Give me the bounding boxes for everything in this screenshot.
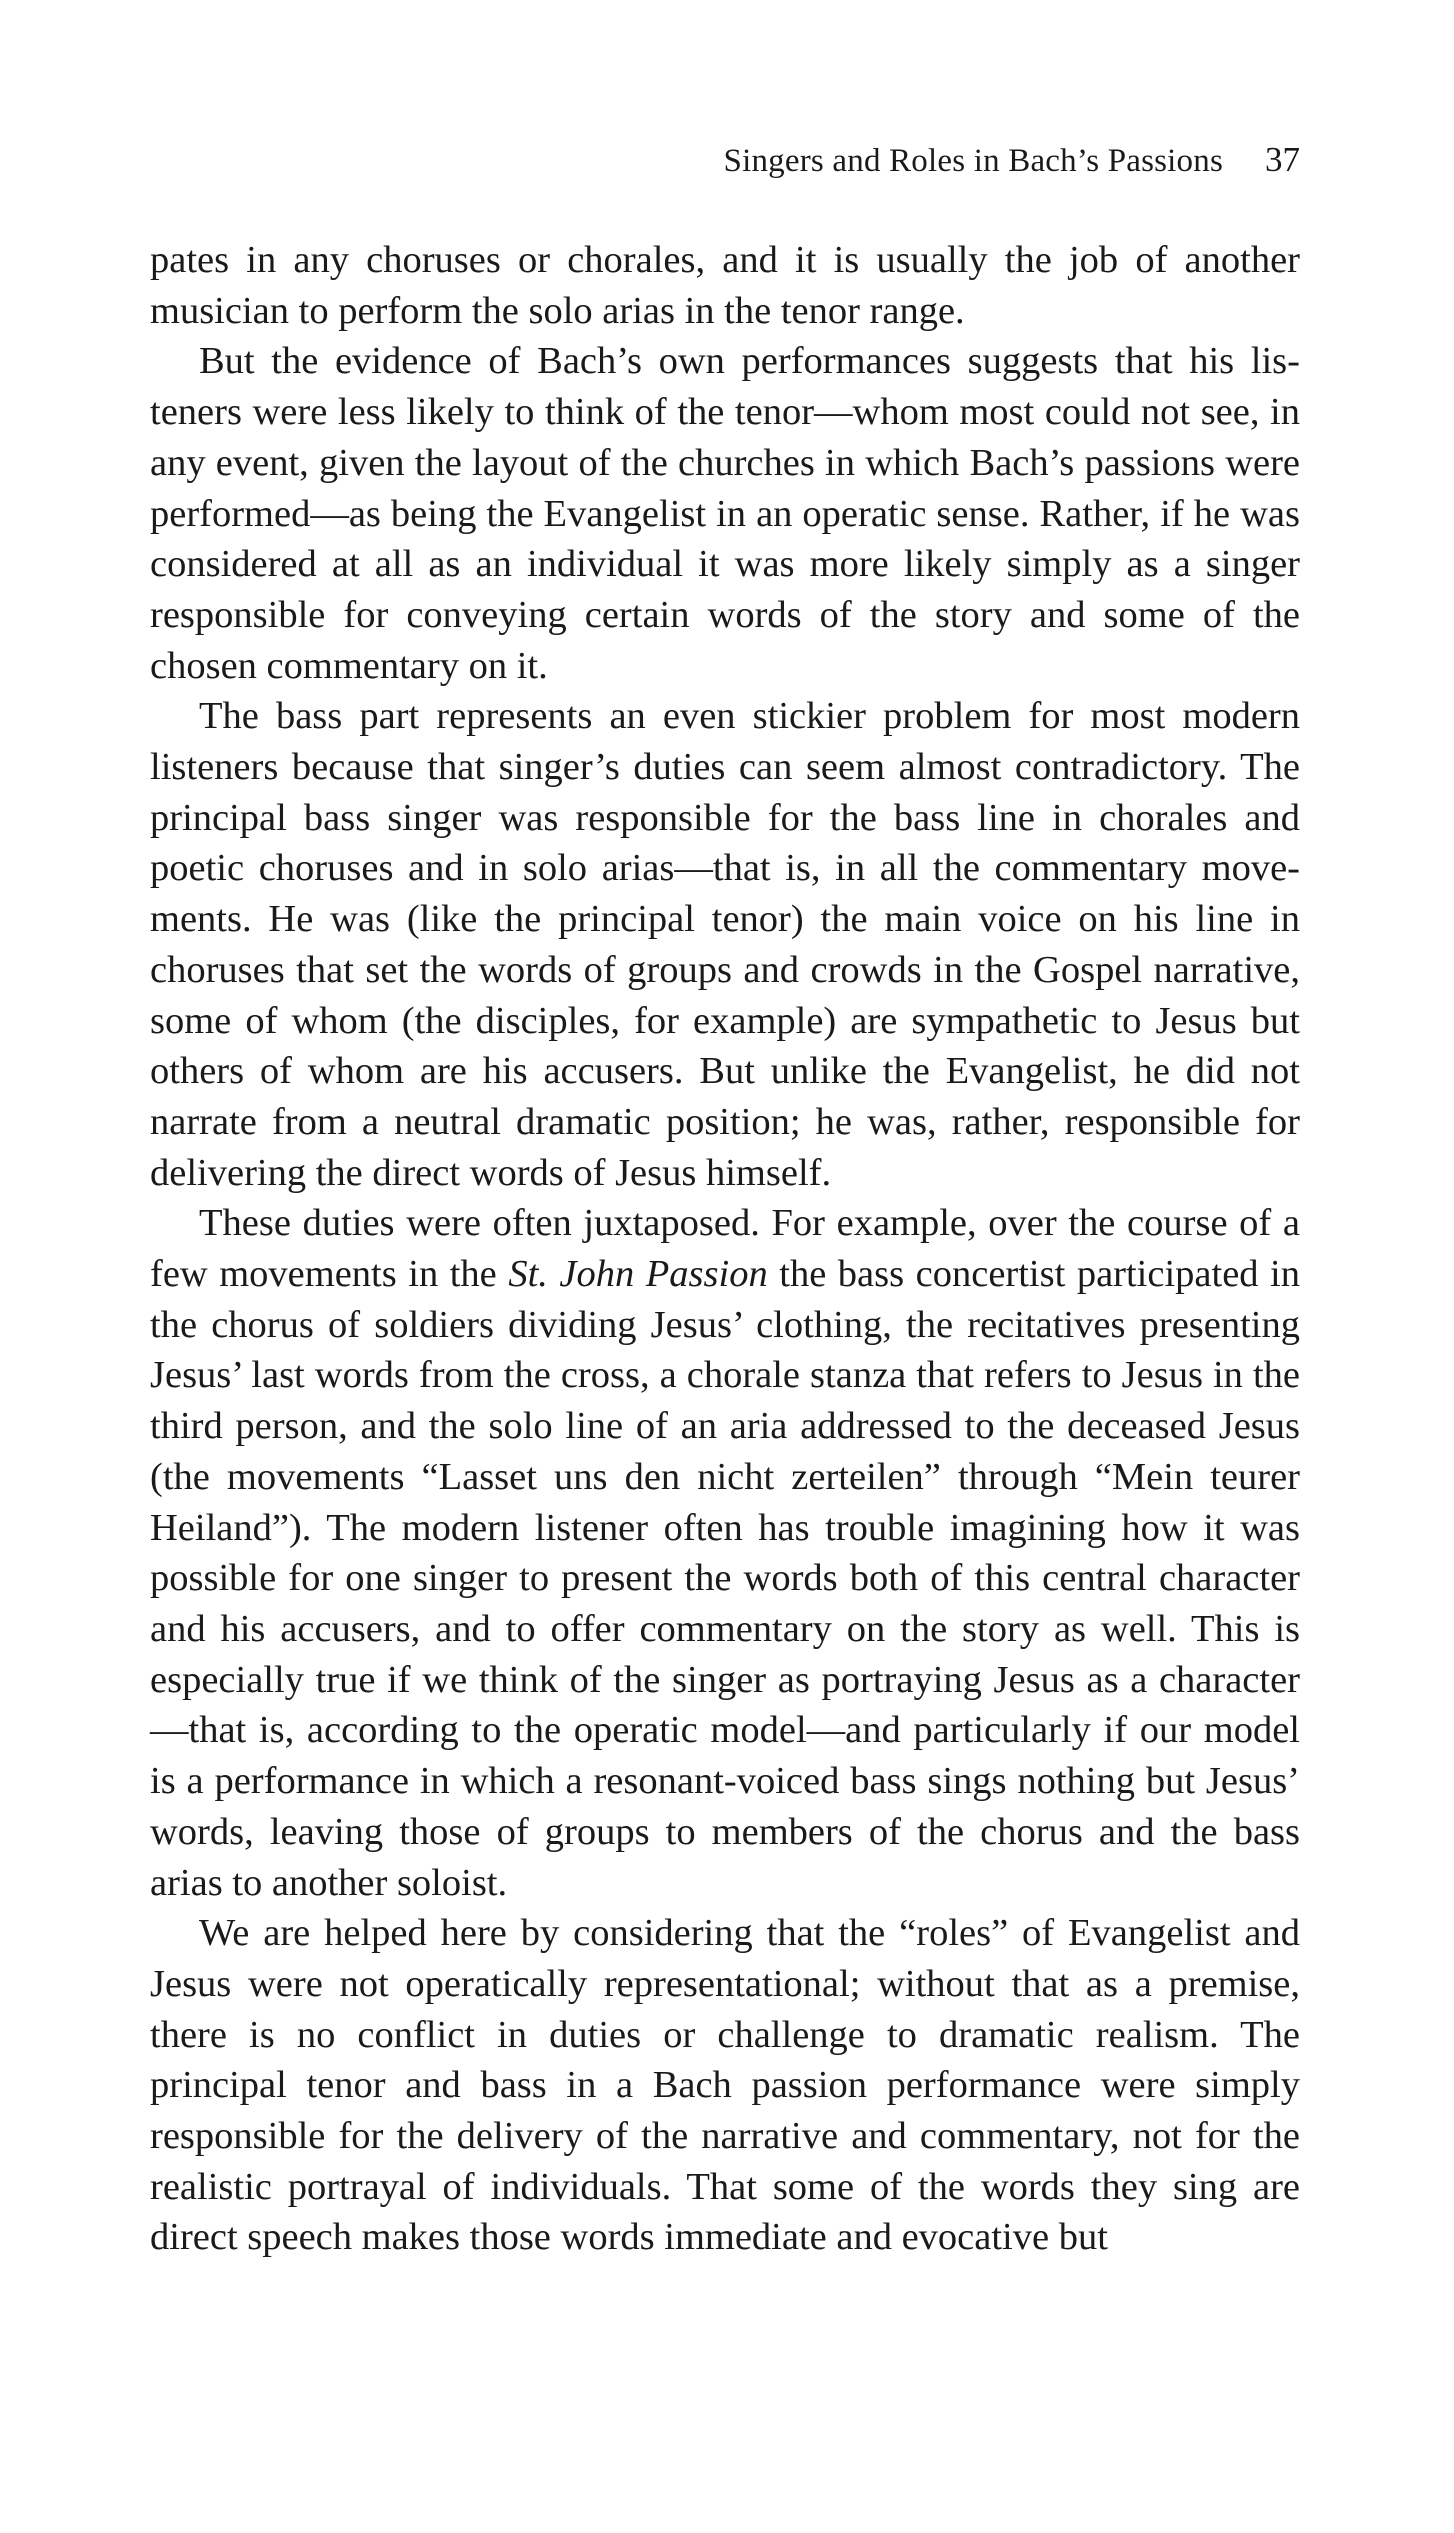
paragraph-1: pates in any choruses or chorales, and it is usually the job of another musician to perform the solo arias in the tenor range. (150, 239, 1300, 332)
body-text (150, 235, 1300, 2263)
running-head-title: Singers and Roles in Bach’s Passions (723, 143, 1223, 179)
paragraph-5: We are helped here by considering that the “roles” of Evangelist and Jesus were not operatically representational; without that as a premise, there is no conflict in duties or challenge to dramatic realism. The principal tenor and bass in a Bach passion performance were simply responsible for the delivery of the narrative and commentary, not for the realistic portrayal of individuals. That some of the words they sing are direct speech makes those words immediate and evocative but (150, 1912, 1300, 2259)
paragraph-4-text-before: These duties were often juxtaposed. For example, over the course of a few movements in the (150, 1202, 1300, 1296)
paragraph-4 (150, 1198, 1300, 1908)
paragraph-3: The bass part represents an even stickier problem for most modern listeners because that singer’s duties can seem almost contradictory. The principal bass singer was responsible for the bass line in chorales and poetic choruses and in solo arias—that is, in all the commentary movements. He was (like the principal tenor) the main voice on his line in choruses that set the words of groups and crowds in the Gospel narrative, some of whom (the disciples, for example) are sympathetic to Jesus but others of whom are his accusers. But unlike the Evangelist, he did not narrate from a neutral dramatic position; he was, rather, responsible for delivering the direct words of Jesus himself. (150, 695, 1300, 1194)
work-title-italic: St. John Passion (508, 1253, 768, 1296)
running-head (150, 140, 1300, 200)
page-number: 37 (1265, 140, 1300, 179)
paragraph-2: But the evidence of Bach’s own performances suggests that his listeners were less likely to think of the tenor—whom most could not see, in any event, given the layout of the churches in which Bach’s passions were performed—as being the Evangelist in an operatic sense. Rather, if he was considered at all as an individual it was more likely simply as a singer responsible for conveying certain words of the story and some of the chosen commentary on it. (150, 340, 1300, 687)
paragraph-4-text-after: the bass concertist participated in the chorus of soldiers dividing Jesus’ clothing, the recitatives presenting Jesus’ last words from the cross, a chorale stanza that refers to Jesus in the third person, and the solo line of an aria addressed to the deceased Jesus (the movements “Lasset uns den nicht zerteilen” through “Mein teurer Heiland”). The modern listener often has trouble imagining how it was possible for one singer to present the words both of this central character and his accusers, and to offer commentary on the story as well. This is especially true if we think of the singer as portraying Jesus as a character—that is, according to the operatic model—and particularly if our model is a performance in which a resonant-voiced bass sings nothing but Jesus’ words, leaving those of groups to members of the chorus and the bass arias to another soloist. (150, 1253, 1301, 1904)
